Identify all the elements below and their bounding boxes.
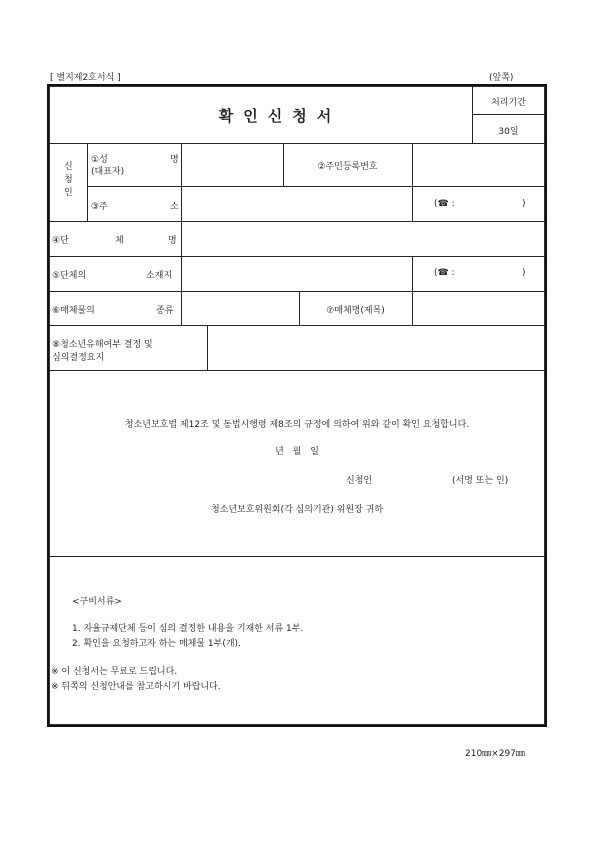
divider (412, 186, 413, 221)
applicant-char: 청 (64, 175, 73, 185)
media-type-label: ⑥매체물의 (52, 306, 95, 316)
divider (49, 291, 545, 292)
form-number: [ 별지제2호서식 ] (50, 73, 121, 83)
divider (87, 186, 545, 187)
org-name-label-2: 체 (115, 236, 124, 246)
media-title-field[interactable] (415, 295, 541, 322)
note-item: ※ 뒤쪽의 신청안내를 참고하시기 바랍니다. (51, 682, 221, 692)
org-name-label: ④단 (52, 236, 69, 246)
media-title-label: ⑦매체명(제목) (326, 306, 385, 316)
phone-close-2: ) (522, 268, 526, 278)
divider (412, 143, 413, 186)
name-field[interactable] (185, 148, 280, 178)
required-document-item: 2. 확인을 요청하고자 하는 매체물 1부(개). (72, 639, 241, 649)
applicant-group-label (64, 161, 73, 200)
required-documents-heading: <구비서류> (72, 597, 122, 607)
required-document-item: 1. 자율규제단체 등이 심의 결정한 내용을 기재한 서류 1부. (72, 624, 304, 634)
divider (49, 221, 545, 222)
org-location-field[interactable] (185, 260, 405, 287)
divider (49, 325, 545, 326)
decision-label-2: 심의결정요지 (52, 353, 105, 363)
decision-label-1: ⑧청소년유해여부 결정 및 (52, 340, 153, 350)
request-statement: 청소년보호법 제12조 및 동법시행령 제8조의 규정에 의하여 위와 같이 확인 요청합니다. (124, 420, 470, 430)
signature-note: (서명 또는 인) (452, 476, 509, 486)
divider (49, 143, 545, 144)
divider (49, 370, 545, 371)
org-location-label: ⑤단체의 (52, 271, 87, 281)
media-type-field[interactable] (185, 295, 295, 322)
paper-size: 210㎜×297㎜ (465, 749, 525, 759)
processing-period-value: 30일 (498, 127, 519, 137)
name-label: ①성 (91, 155, 108, 165)
divider (49, 256, 545, 257)
org-location-label-2: 소재지 (146, 271, 173, 281)
divider (207, 325, 208, 370)
processing-period-label: 처리기간 (491, 98, 526, 108)
divider (87, 143, 88, 221)
addressee: 청소년보호위원회(각 심의기관) 위원장 귀하 (210, 505, 384, 515)
address-label: ③주 (91, 202, 108, 212)
applicant-signature-field[interactable] (385, 468, 445, 486)
form-title: 확인신청서 (218, 107, 342, 125)
divider (181, 143, 182, 221)
phone-icon-label: (☎ : (434, 199, 455, 209)
media-type-label-2: 종류 (156, 306, 174, 316)
divider (472, 114, 545, 115)
divider (49, 556, 545, 557)
phone-close: ) (522, 199, 526, 209)
applicant-char: 신 (64, 162, 73, 172)
resident-number-label: ②주민등록번호 (317, 162, 378, 172)
representative-label: (대표자) (91, 167, 125, 177)
note-item: ※ 이 신청서는 무료로 드립니다. (51, 667, 178, 677)
decision-field[interactable] (211, 329, 541, 365)
applicant-char: 인 (64, 188, 73, 198)
divider (181, 221, 182, 325)
divider (412, 256, 413, 291)
applicant-signature-label: 신청인 (346, 476, 373, 486)
name-label-2: 명 (170, 155, 179, 165)
org-name-label-3: 명 (168, 236, 177, 246)
date-line: 년 월 일 (275, 447, 319, 457)
phone-icon-label-2: (☎ : (434, 268, 455, 278)
page-side-label: (앞쪽) (489, 73, 514, 83)
address-label-2: 소 (170, 202, 179, 212)
divider (412, 291, 413, 325)
resident-number-field[interactable] (415, 148, 541, 180)
org-name-field[interactable] (185, 225, 541, 252)
address-field[interactable] (185, 190, 405, 217)
